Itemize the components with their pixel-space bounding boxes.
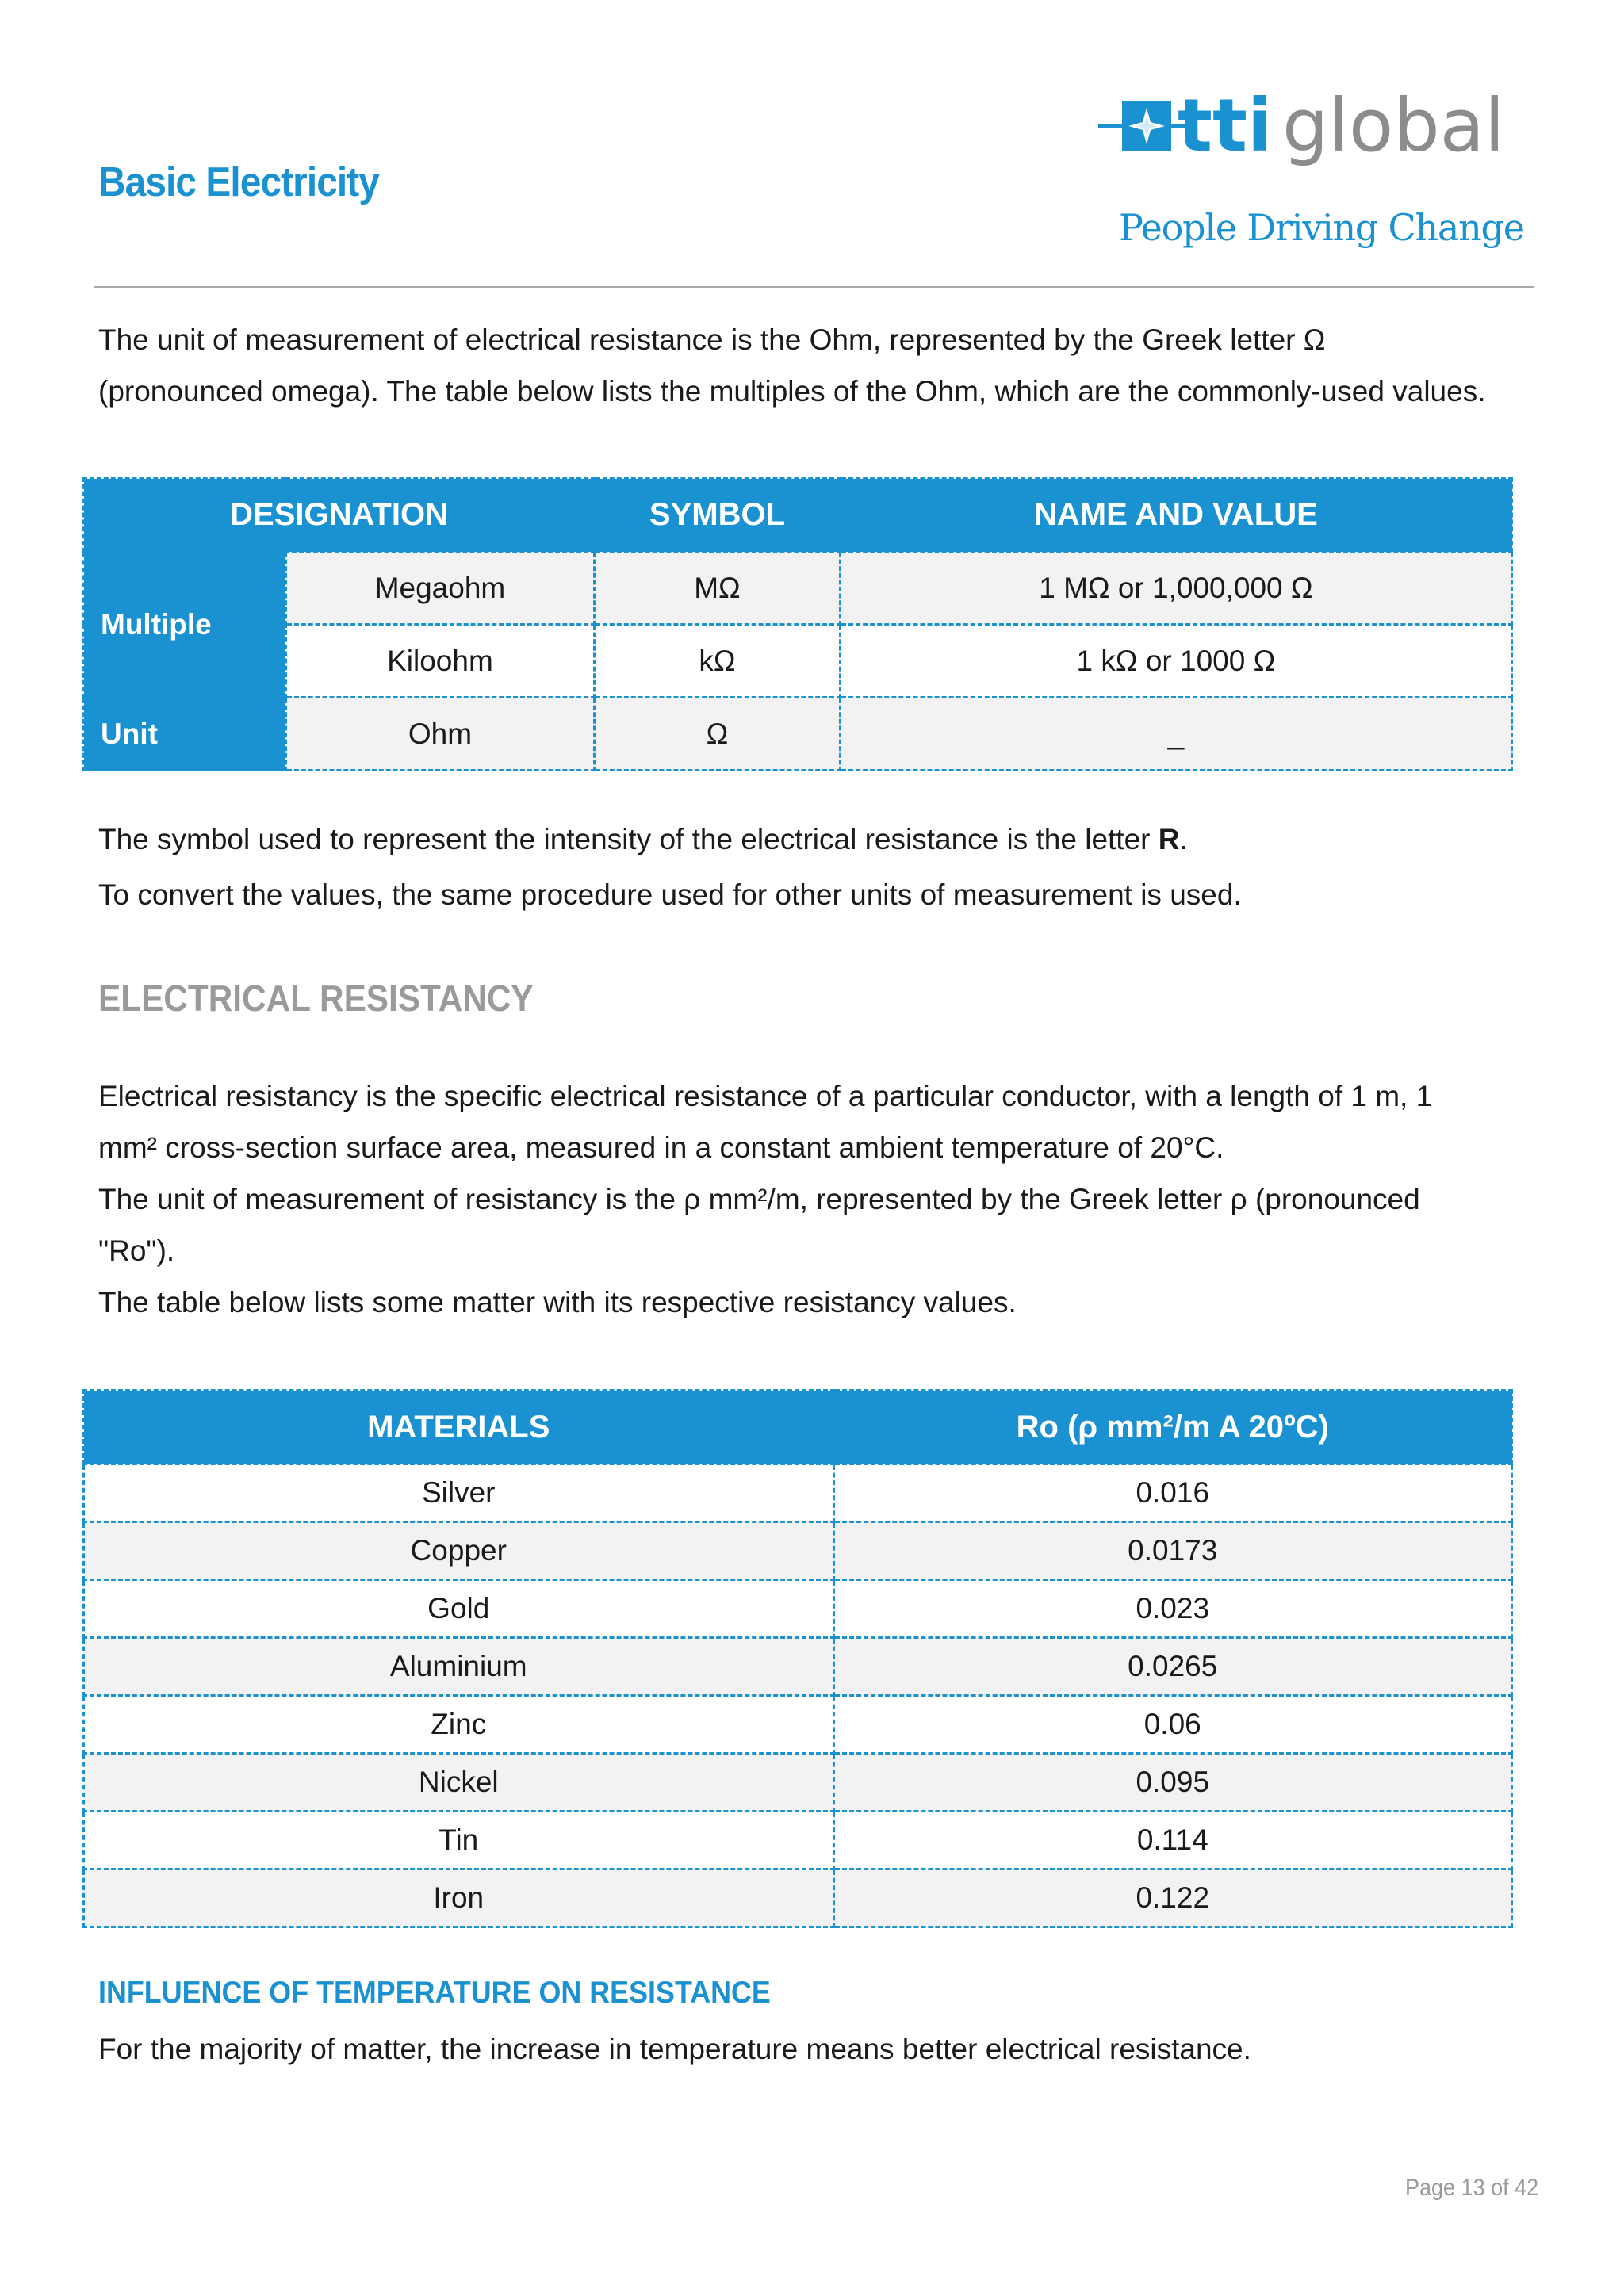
resistancy-line-1: Electrical resistancy is the specific electrical resistance of a particular conductor, with a length of 1 m, 1 <box>98 1080 1433 1112</box>
intro-paragraph <box>98 314 1526 417</box>
header-name-value: NAME AND VALUE <box>840 479 1511 552</box>
group-label-multiple: Multiple <box>84 552 286 698</box>
logo-text-light: global <box>1282 94 1505 168</box>
table-header-row <box>84 1391 1512 1464</box>
table-row <box>84 552 1512 625</box>
table-row <box>84 1522 1512 1580</box>
row-value: 1 MΩ or 1,000,000 Ω <box>840 552 1511 625</box>
logo-text-bold: tti <box>1178 94 1273 168</box>
resistancy-value: 0.06 <box>833 1696 1512 1754</box>
row-symbol: kΩ <box>595 625 841 698</box>
header-materials: MATERIALS <box>84 1391 834 1464</box>
header-resistancy: Ro (ρ mm²/m A 20ºC) <box>833 1391 1512 1464</box>
group-label-unit: Unit <box>84 698 286 771</box>
row-name: Ohm <box>285 698 594 771</box>
table-row <box>84 698 1512 771</box>
row-name: Kiloohm <box>285 625 594 698</box>
row-value: 1 kΩ or 1000 Ω <box>840 625 1511 698</box>
resistancy-value: 0.023 <box>833 1580 1512 1638</box>
ohm-multiples-table <box>82 477 1513 771</box>
table-row <box>84 1638 1512 1696</box>
material-name: Nickel <box>84 1754 834 1812</box>
resistancy-line-2: mm² cross-section surface area, measured in a constant ambient temperature of 20°C. <box>98 1131 1224 1164</box>
resistancy-value: 0.0173 <box>833 1522 1512 1580</box>
row-symbol: MΩ <box>595 552 841 625</box>
intro-line-1: The unit of measurement of electrical resistance is the Ohm, represented by the Greek letter Ω <box>98 323 1326 356</box>
material-name: Zinc <box>84 1696 834 1754</box>
tti-global-logo <box>1098 94 1530 260</box>
table-row <box>84 1580 1512 1638</box>
table-row <box>84 1754 1512 1812</box>
header-divider <box>94 286 1534 288</box>
materials-table <box>82 1389 1513 1928</box>
resistancy-line-3: The unit of measurement of resistancy is the ρ mm²/m, represented by the Greek letter ρ (pronounced <box>98 1183 1420 1215</box>
header-designation: DESIGNATION <box>84 479 595 552</box>
symbol-line-1: The symbol used to represent the intensity of the electrical resistance is the letter R. <box>98 823 1188 855</box>
material-name: Aluminium <box>84 1638 834 1696</box>
material-name: Iron <box>84 1869 834 1927</box>
page-number: Page 13 of 42 <box>1405 2175 1539 2201</box>
material-name: Gold <box>84 1580 834 1638</box>
table-header-row <box>84 479 1512 552</box>
table-row <box>84 1869 1512 1927</box>
section-title: ELECTRICAL RESISTANCY <box>98 978 534 1019</box>
temperature-paragraph <box>98 2023 1526 2075</box>
table-row <box>84 1696 1512 1754</box>
table-row <box>84 1812 1512 1869</box>
header-symbol: SYMBOL <box>595 479 841 552</box>
document-title: Basic Electricity <box>98 159 379 205</box>
table-row <box>84 1464 1512 1522</box>
row-symbol: Ω <box>595 698 841 771</box>
symbol-paragraph <box>98 812 1526 923</box>
row-name: Megaohm <box>285 552 594 625</box>
resistancy-value: 0.114 <box>833 1812 1512 1869</box>
intro-line-2: (pronounced omega). The table below lists the multiples of the Ohm, which are the commonly-used values. <box>98 375 1486 408</box>
resistancy-value: 0.016 <box>833 1464 1512 1522</box>
material-name: Silver <box>84 1464 834 1522</box>
material-name: Copper <box>84 1522 834 1580</box>
material-name: Tin <box>84 1812 834 1869</box>
subsection-title: INFLUENCE OF TEMPERATURE ON RESISTANCE <box>98 1976 771 2010</box>
symbol-line-2: To convert the values, the same procedure used for other units of measurement is used. <box>98 878 1242 911</box>
resistancy-value: 0.095 <box>833 1754 1512 1812</box>
resistancy-paragraph <box>98 1070 1526 1328</box>
resistancy-line-4: "Ro"). <box>98 1234 175 1267</box>
row-value: _ <box>840 698 1511 771</box>
table-row <box>84 625 1512 698</box>
logo-tagline: People Driving Change <box>1119 206 1525 249</box>
resistancy-value: 0.122 <box>833 1869 1512 1927</box>
resistancy-line-5: The table below lists some matter with its respective resistancy values. <box>98 1286 1017 1318</box>
temperature-text: For the majority of matter, the increase in temperature means better electrical resistance. <box>98 2033 1251 2065</box>
resistancy-value: 0.0265 <box>833 1638 1512 1696</box>
